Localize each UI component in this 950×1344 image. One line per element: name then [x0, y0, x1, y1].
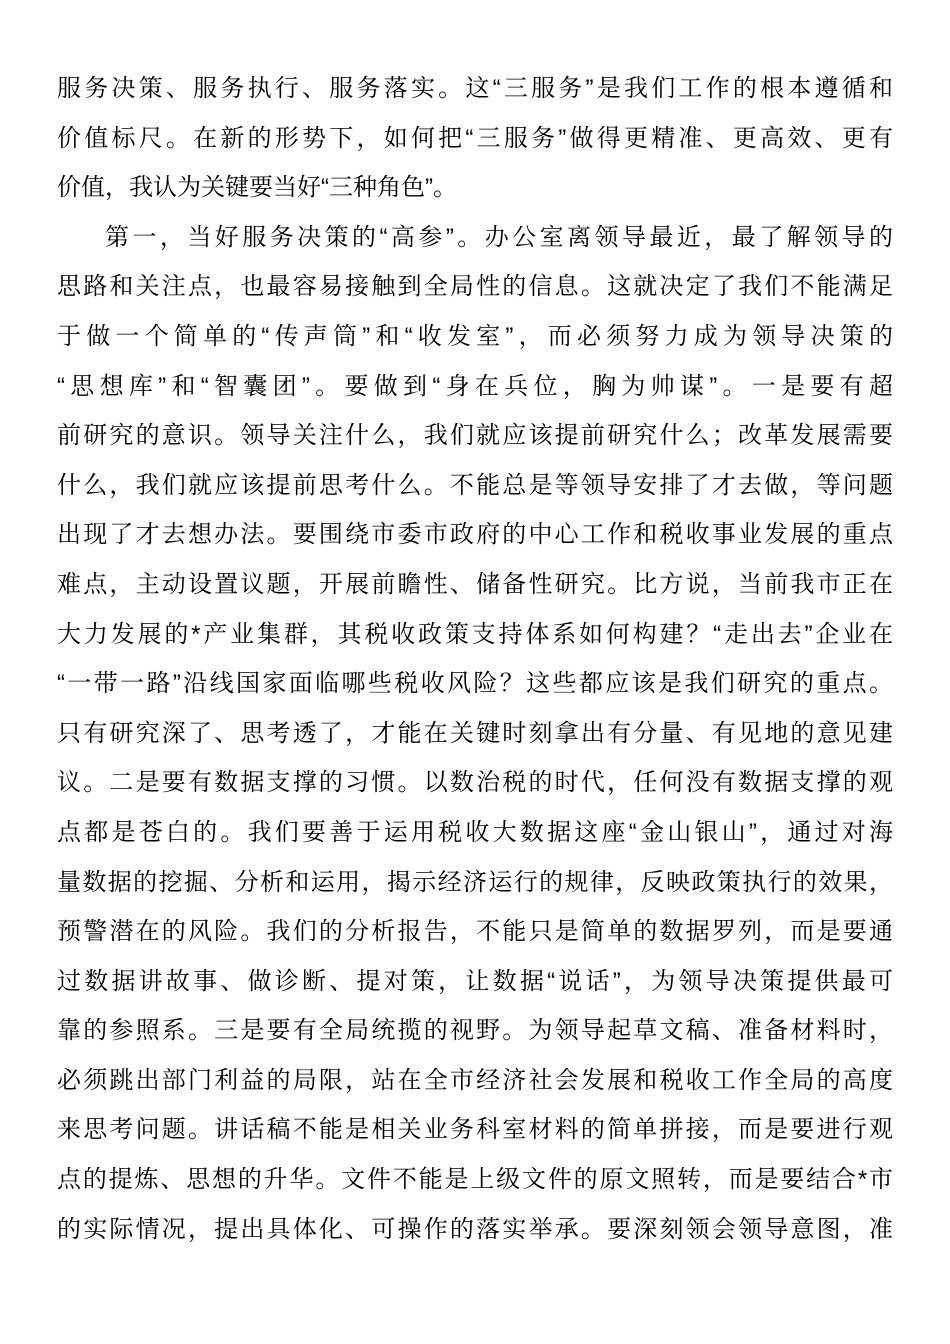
text-line: 难点，主动设置议题，开展前瞻性、储备性研究。比方说，当前我市正在 [57, 570, 893, 598]
text-line: 于做一个简单的“传声筒”和“收发室”，而必须努力成为领导决策的 [57, 322, 893, 350]
text-line: 预警潜在的风险。我们的分析报告，不能只是简单的数据罗列，而是要通 [57, 918, 893, 946]
text-line: 前研究的意识。领导关注什么，我们就应该提前研究什么；改革发展需要 [57, 422, 893, 450]
text-line: 靠的参照系。三是要有全局统揽的视野。为领导起草文稿、准备材料时， [57, 1017, 893, 1045]
text-line: 点都是苍白的。我们要善于运用税收大数据这座“金山银山”，通过对海 [57, 818, 893, 846]
text-line: 思路和关注点，也最容易接触到全局性的信息。这就决定了我们不能满足 [57, 273, 893, 301]
text-line: 出现了才去想办法。要围绕市委市政府的中心工作和税收事业发展的重点 [57, 521, 893, 549]
text-line: 的实际情况，提出具体化、可操作的落实举承。要深刻领会领导意图，准 [57, 1215, 893, 1243]
text-line: 点的提炼、思想的升华。文件不能是上级文件的原文照转，而是要结合*市 [57, 1166, 893, 1194]
text-line: 必须跳出部门利益的局限，站在全市经济社会发展和税收工作全局的高度 [57, 1066, 893, 1094]
text-line: 价值，我认为关键要当好“三种角色”。 [57, 174, 457, 202]
text-line: 第一，当好服务决策的“高参”。办公室离领导最近，最了解领导的 [105, 223, 893, 251]
text-line: 量数据的挖掘、分析和运用，揭示经济运行的规律，反映政策执行的效果， [57, 868, 893, 896]
text-line: 来思考问题。讲话稿不能是相关业务科室材料的简单拼接，而是要进行观 [57, 1116, 893, 1144]
text-line: “一带一路”沿线国家面临哪些税收风险？这些都应该是我们研究的重点。 [57, 670, 893, 698]
text-line: 议。二是要有数据支撑的习惯。以数治税的时代，任何没有数据支撑的观 [57, 769, 893, 797]
text-line: 什么，我们就应该提前思考什么。不能总是等领导安排了才去做，等问题 [57, 471, 893, 499]
text-line: “思想库”和“智囊团”。要做到“身在兵位，胸为帅谋”。一是要有超 [57, 372, 893, 400]
text-line: 服务决策、服务执行、服务落实。这“三服务”是我们工作的根本遵循和 [57, 75, 893, 102]
text-line: 过数据讲故事、做诊断、提对策，让数据“说话”，为领导决策提供最可 [57, 967, 893, 995]
text-line: 大力发展的*产业集群，其税收政策支持体系如何构建？“走出去”企业在 [57, 620, 893, 648]
text-line: 只有研究深了、思考透了，才能在关键时刻拿出有分量、有见地的意见建 [57, 719, 893, 747]
document-text [57, 64, 893, 1254]
text-line: 价值标尺。在新的形势下，如何把“三服务”做得更精准、更高效、更有 [57, 124, 893, 152]
